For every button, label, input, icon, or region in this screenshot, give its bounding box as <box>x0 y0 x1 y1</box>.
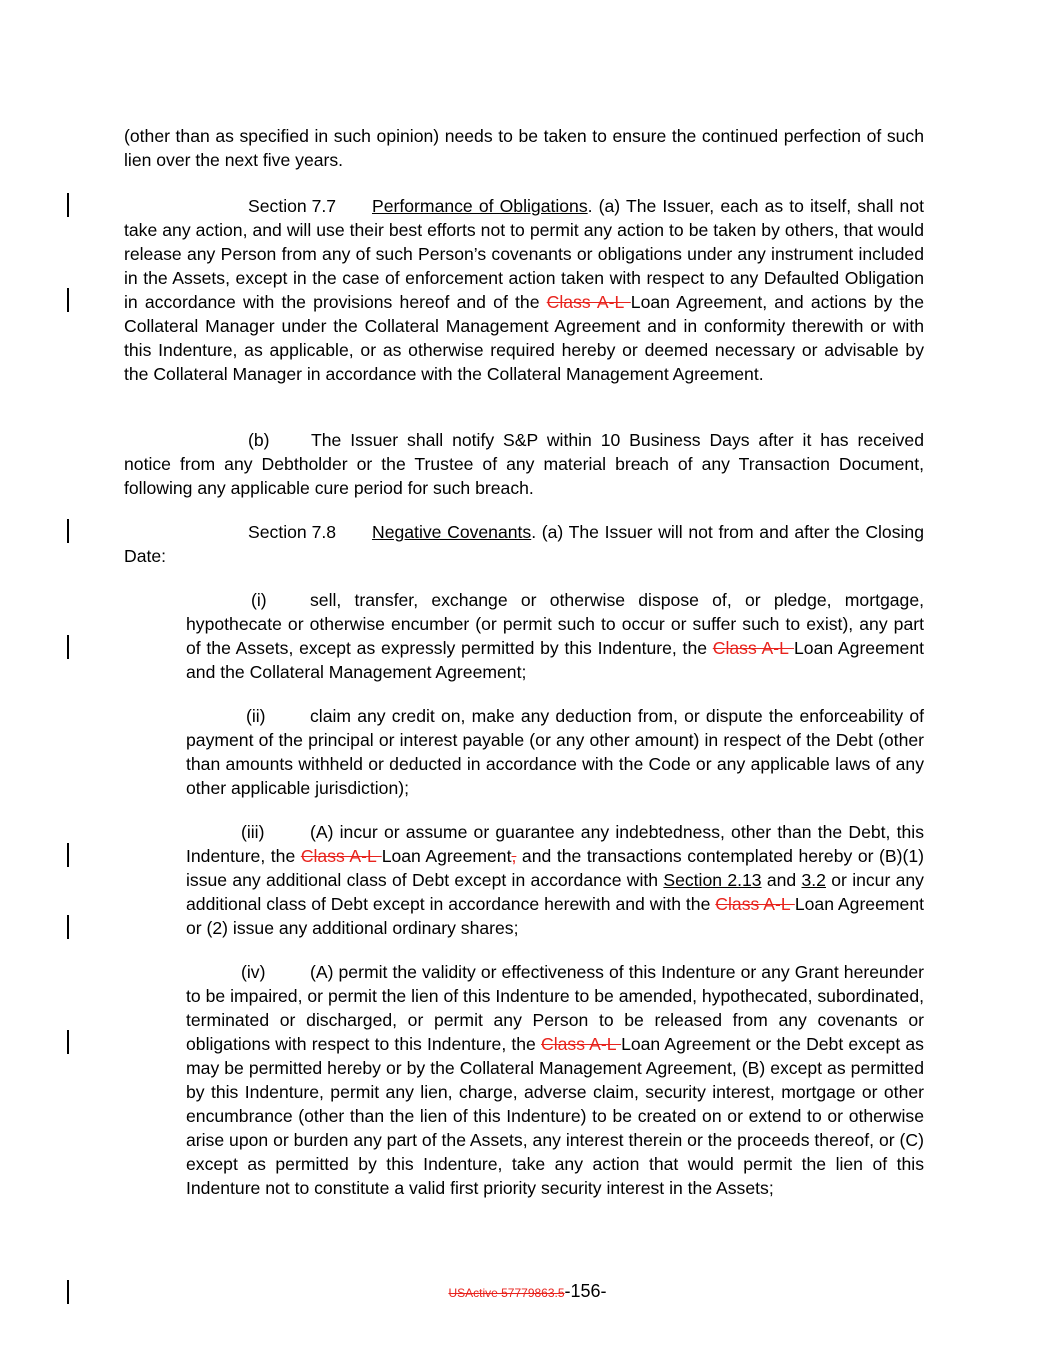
body-text: (A) incur or assume or guarantee any indebtedness, other than the Debt, this Indenture, the <box>186 822 924 866</box>
body-text: and the transactions contemplated hereby or (B)(1) issue any additional class of Debt except in accordance with <box>186 846 924 890</box>
continuation-text: (other than as specified in such opinion) needs to be taken to ensure the continued perfection of such lien over the next five years. <box>124 126 924 170</box>
item-label: (ii) <box>246 706 266 726</box>
body-text: claim any credit on, make any deduction from, or dispute the enforceability of payment of the principal or interest payable (or any other amount) in respect of the Debt (other than amounts withheld or deducted in accordance with the Code or any applicable laws of any other applicable jurisdiction); <box>186 706 924 798</box>
item-label: (iii) <box>241 822 265 842</box>
clause-iv <box>186 960 924 1200</box>
deleted-text: Class A-L <box>300 846 382 866</box>
section-title: Negative Covenants <box>372 522 532 542</box>
body-text: Loan Agreement or (2) issue any additional ordinary shares; <box>186 894 924 938</box>
deleted-text: Class A-L <box>712 638 795 658</box>
item-label: (iv) <box>241 962 266 982</box>
change-bar <box>67 843 69 867</box>
clause-iii <box>186 820 924 940</box>
section-title: Performance of Obligations <box>372 196 588 216</box>
body-text: The Issuer shall notify S&P within 10 Business Days after it has received notice from any Debtholder or the Trustee of any material breach of any Transaction Document, following any applicable cure period for such breach. <box>124 430 924 498</box>
section-number: Section 7.7 <box>248 196 337 216</box>
change-bar <box>67 915 69 939</box>
body-text: . (a) The Issuer, each as to itself, shall not take any action, and will use their best efforts not to permit any action to be taken by others, that would release any Person from any of such Person’s covenants or obligations under any instrument included in the Assets, except in the case of enforcement action taken with respect to any Defaulted Obligation in accordance with the provisions hereof and of the <box>124 196 924 312</box>
deleted-text: Class A-L <box>546 292 631 312</box>
body-text: sell, transfer, exchange or otherwise dispose of, or pledge, mortgage, hypothecate or otherwise encumber (or permit such to occur or suffer such to exist), any part of the Assets, except as expressly permitted by this Indenture, the <box>186 590 924 658</box>
body-text: Loan Agreement and the Collateral Management Agreement; <box>186 638 924 682</box>
section-number: Section 7.8 <box>248 522 337 542</box>
item-label: (i) <box>251 590 267 610</box>
change-bar <box>67 635 69 659</box>
deleted-text: , <box>511 846 517 866</box>
item-label: (b) <box>248 430 270 450</box>
body-text: or incur any additional class of Debt except in accordance herewith and with the <box>186 870 924 914</box>
section-reference: Section 2.13 <box>663 870 762 890</box>
change-bar <box>67 193 69 217</box>
change-bar <box>67 1030 69 1054</box>
body-text: Loan Agreement or the Debt except as may be permitted hereby or by the Collateral Management Agreement, (B) except as permitted by this Indenture, permit any lien, charge, adverse claim, security interest, mortgage or other encumbrance (other than the lien of this Indenture) to be created on or extend to or otherwise arise upon or burden any part of the Assets, any interest therein or the proceeds thereof, or (C) except as permitted by this Indenture, take any action that would permit the lien of this Indenture not to constitute a valid first priority security interest in the Assets; <box>186 1034 924 1198</box>
body-text: Loan Agreement <box>381 846 512 866</box>
clause-ii <box>186 704 924 800</box>
body-text: and <box>761 870 802 890</box>
section-reference: 3.2 <box>801 870 826 890</box>
body-text: . (a) The Issuer will not from and after the Closing Date: <box>124 522 924 566</box>
body-text: Loan Agreement, and actions by the Collateral Manager under the Collateral Management Agreement and in conformity therewith or with this Indenture, as applicable, or as otherwise required hereby or deemed necessary or advisable by the Collateral Manager in accordance with the Collateral Management Agreement. <box>124 292 924 384</box>
section-7-7-paragraph <box>124 194 924 386</box>
document-id: USActive 57779863.5 <box>448 1286 565 1300</box>
paragraph-continuation <box>124 124 924 172</box>
deleted-text: Class A-L <box>541 1034 622 1054</box>
section-7-7-b-paragraph <box>124 428 924 500</box>
change-bar <box>67 288 69 312</box>
section-7-8-paragraph <box>124 520 924 568</box>
clause-i <box>186 588 924 684</box>
page-number: -156- <box>564 1281 607 1301</box>
deleted-text: Class A-L <box>715 894 795 914</box>
body-text: (A) permit the validity or effectiveness of this Indenture or any Grant hereunder to be impaired, or permit the lien of this Indenture to be amended, hypothecated, subordinated, terminated or discharged, or permit any Person to be released from any covenants or obligations with respect to this Indenture, the <box>186 962 924 1054</box>
page-footer <box>0 1279 1055 1305</box>
change-bar <box>67 519 69 543</box>
